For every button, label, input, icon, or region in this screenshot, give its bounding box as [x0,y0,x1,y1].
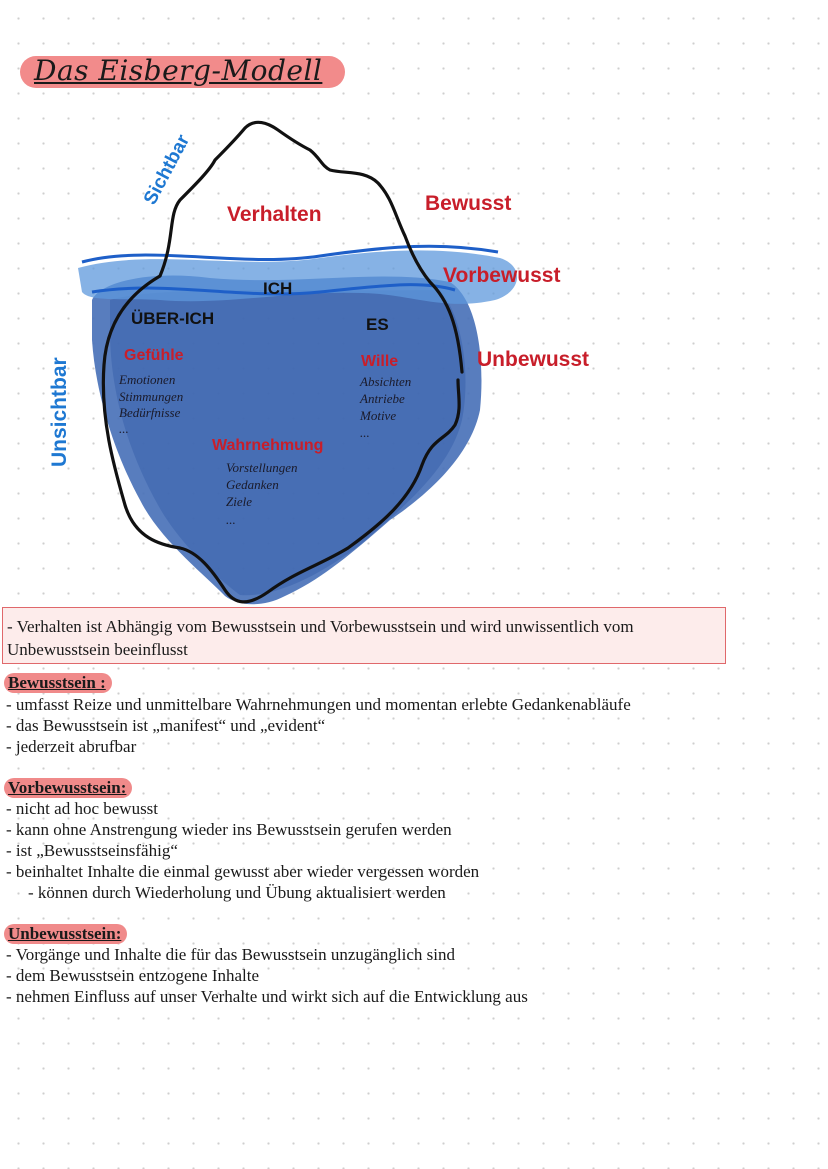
section-heading-bewusstsein: Bewusstsein : [4,673,112,693]
list-item: - nehmen Einfluss auf unser Verhalte und wirkt sich auf die Entwicklung aus [6,987,528,1006]
list-item: - dem Bewusstsein entzogene Inhalte [6,966,260,985]
vorbewusst-label: Vorbewusst [443,264,561,287]
gefuehle-item: Emotionen [119,372,176,387]
wille-item: Motive [360,408,397,423]
list-item: - kann ohne Anstrengung wieder ins Bewusstsein gerufen werden [6,820,452,839]
wahrnehmung-item: Ziele [226,494,252,509]
list-item: - nicht ad hoc bewusst [6,799,159,818]
list-item: - beinhaltet Inhalte die einmal gewusst aber wieder vergessen worden [6,862,480,881]
list-item: - jederzeit abrufbar [6,737,137,756]
section-heading-vorbewusstsein: Vorbewusstsein: [4,778,132,798]
section-list-vorbewusstsein [6,798,479,903]
wahrnehmung-item: Vorstellungen [226,460,298,475]
unsichtbar-label: Unsichtbar [48,357,71,467]
wille-item: ... [360,425,370,440]
list-item: - ist „Bewusstseinsfähig“ [6,841,178,860]
ueber-ich-label: ÜBER-ICH [131,309,215,328]
page-title: Das Eisberg-Modell [34,54,323,87]
section-list-unbewusstsein [6,944,528,1007]
list-item: - können durch Wiederholung und Übung aktualisiert werden [28,883,446,902]
sichtbar-label: Sichtbar [139,131,195,209]
bewusst-label: Bewusst [425,192,512,215]
wahrnehmung-title: Wahrnehmung [212,437,324,454]
gefuehle-title: Gefühle [124,347,184,364]
list-item: - das Bewusstsein ist „manifest“ und „evident“ [6,716,326,735]
unbewusst-label: Unbewusst [477,348,590,371]
wahrnehmung-item: Gedanken [226,477,279,492]
wille-title: Wille [361,353,399,370]
list-item: - umfasst Reize und unmittelbare Wahrnehmungen und momentan erlebte Gedankenabläufe [6,695,631,714]
ich-label: ICH [263,279,293,298]
wahrnehmung-item: ... [226,512,236,527]
wille-item: Antriebe [360,391,405,406]
gefuehle-item: ... [119,421,129,436]
es-label: ES [366,315,389,334]
section-list-bewusstsein [6,694,631,757]
verhalten-label: Verhalten [227,203,322,226]
section-heading-unbewusstsein: Unbewusstsein: [4,924,127,944]
summary-note-text: - Verhalten ist Abhängig vom Bewusstsein und Vorbewusstsein und wird unwissentlich vom Unbewusstsein beeinflusst [7,617,634,659]
gefuehle-item: Bedürfnisse [119,405,181,420]
gefuehle-item: Stimmungen [119,389,184,404]
list-item: - Vorgänge und Inhalte die für das Bewusstsein unzugänglich sind [6,945,456,964]
wille-item: Absichten [360,374,412,389]
summary-note-box [2,607,726,664]
